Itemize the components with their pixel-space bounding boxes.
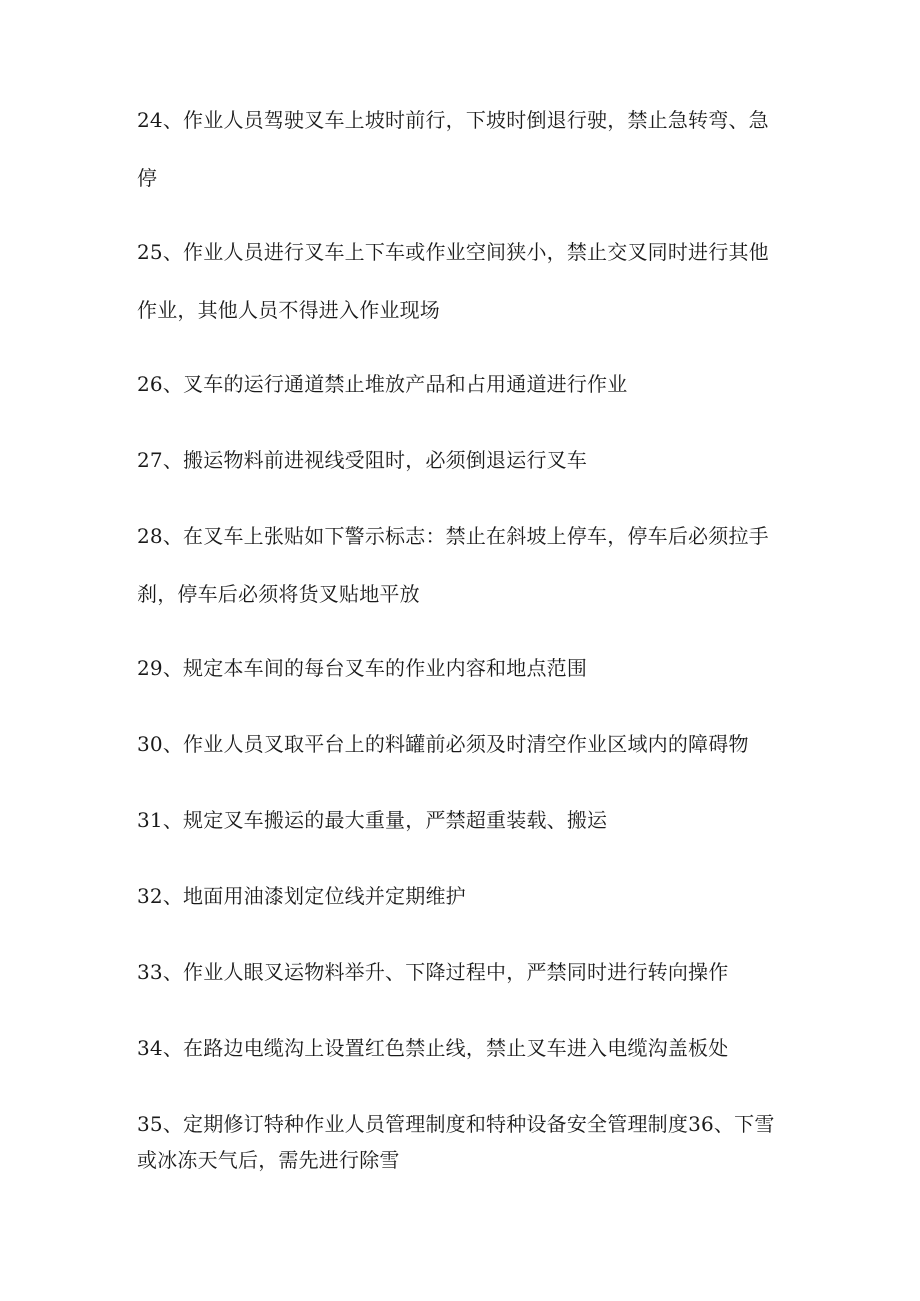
item-text: 或冰冻天气后，需先进行除雪 [137,1148,400,1172]
item-35-line-2 [137,1147,777,1173]
item-number: 33 [137,960,163,984]
item-30-line-1 [137,731,777,757]
item-27-line-1 [137,447,777,473]
item-text: 、在路边电缆沟上设置红色禁止线，禁止叉车进入电缆沟盖板处 [162,1036,729,1060]
item-text-inline: 、下雪 [713,1112,775,1136]
item-28-line-2 [137,581,777,607]
item-text: 作业，其他人员不得进入作业现场 [137,298,440,322]
item-31-line-1 [137,807,777,833]
item-number: 32 [137,884,163,908]
item-28-line-1 [137,523,777,549]
item-text: 、定期修订特种作业人员管理制度和特种设备安全管理制度 [162,1112,689,1136]
item-number: 31 [137,808,163,832]
item-text: 、叉车的运行通道禁止堆放产品和占用通道进行作业 [162,372,628,396]
item-34-line-1 [137,1035,777,1061]
item-text: 、规定叉车搬运的最大重量，严禁超重装载、搬运 [162,808,608,832]
item-33-line-1 [137,959,777,985]
item-text: 、搬运物料前进视线受阻时，必须倒退运行叉车 [162,448,588,472]
item-26-line-1 [137,371,777,397]
item-24-line-2 [137,165,777,191]
item-number: 28 [137,524,163,548]
item-number: 29 [137,656,163,680]
item-text: 刹，停车后必须将货叉贴地平放 [137,582,420,606]
item-24-line-1 [137,107,777,133]
item-text: 、作业人员叉取平台上的料罐前必须及时清空作业区域内的障碍物 [162,732,749,756]
item-text: 、作业人员进行叉车上下车或作业空间狭小，禁止交叉同时进行其他 [162,240,769,264]
item-number: 30 [137,732,163,756]
item-number: 25 [137,240,163,264]
item-number-inline: 36 [688,1112,714,1136]
item-number: 24 [137,108,163,132]
item-text: 、作业人眼叉运物料举升、下降过程中，严禁同时进行转向操作 [162,960,729,984]
item-number: 35 [137,1112,163,1136]
item-number: 26 [137,372,163,396]
item-text: 、作业人员驾驶叉车上坡时前行，下坡时倒退行驶，禁止急转弯、急 [162,108,769,132]
item-number: 27 [137,448,163,472]
item-number: 34 [137,1036,163,1060]
item-32-line-1 [137,883,777,909]
item-text: 、规定本车间的每台叉车的作业内容和地点范围 [162,656,588,680]
item-29-line-1 [137,655,777,681]
item-25-line-1 [137,239,777,265]
item-text: 、地面用油漆划定位线并定期维护 [162,884,466,908]
item-25-line-2 [137,297,777,323]
item-35-line-1 [137,1111,777,1137]
item-text: 、在叉车上张贴如下警示标志：禁止在斜坡上停车，停车后必须拉手 [162,524,769,548]
item-text: 停 [137,166,158,190]
